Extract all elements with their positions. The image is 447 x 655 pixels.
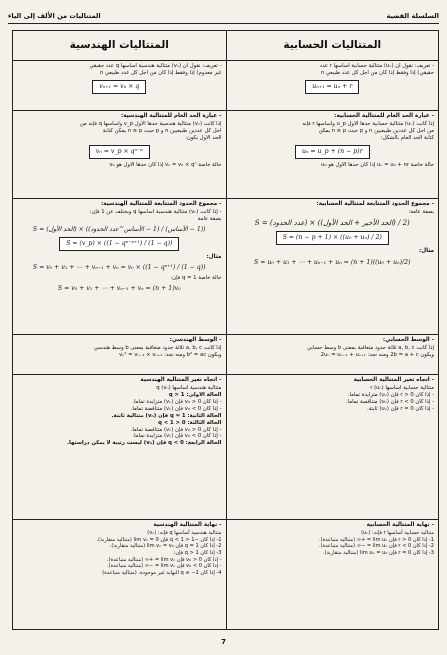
geom-general-line: الحد الأول يكون:: [185, 135, 222, 142]
chapter-title: المتتاليات من الألف إلى الياء: [8, 12, 101, 21]
geom-var-line: - إذا كان v₀ > 0 فإن (vₙ) متزايدة تماما.: [132, 399, 222, 406]
arith-def-line: حقيقي) إذا وفقط إذا كان من أجل كل عدد طبيعي n: [320, 69, 434, 76]
arith-mean-line: إذا كانت a, b, c ثلاثة حدود متعاقبة بمعنى b وسط حسابي: [306, 345, 434, 352]
geom-general-formula: vₙ = v_p × qⁿ⁻ᵖ: [89, 145, 150, 159]
arith-def-line: - تعريف: نقول أن (uₙ) متتالية حسابية أساسها r عدد: [319, 63, 434, 69]
geom-lim-line: متتالية هندسية أساسها q فإنه: (vₙ): [147, 530, 222, 537]
arith-sum: [227, 199, 439, 335]
arith-var-line: متتالية حسابية أساسها r (uₙ): [370, 385, 434, 392]
geom-var-line: - إذا كان v₀ < 0 فإن (vₙ) متناقصة تماما.: [130, 405, 222, 412]
arith-var-title: - اتجاه تغير المتتالية الحسابية: [353, 377, 434, 383]
arith-mean-title: - الوسط الحسابي:: [382, 337, 434, 343]
arith-mean-line: ويكون 2b = a + c ومنه نجد: 2uₙ = uₙ₋₁ + uₙ₊₁: [320, 352, 434, 359]
geom-var-case: الحالة الأولى: q > 1: [168, 392, 222, 399]
arith-example-title: مثال:: [419, 248, 434, 255]
arith-lim-title: - نهاية المتتالية الحسابية: [366, 522, 434, 528]
arith-lim-line: 1- إذا كان r > 0 فإن lim uₙ = +∞ (متتالية متباعدة).: [318, 536, 434, 543]
geom-lim-line: 4- إذا كان q ≤ −1 النهاية غير موجودة. (متتالية متباعدة): [102, 569, 222, 576]
geom-sum-formula-2: S = (v_p) × ((1 − qⁿ⁻ᵖ⁺¹) / (1 − q)): [59, 237, 179, 251]
geom-var-case: الحالة الثالثة: 0 < q < 1: [158, 419, 222, 426]
geometric-column: [13, 31, 226, 629]
geom-lim-line: - إذا كان v₀ > 0 فإن lim vₙ = +∞ (متتالية متباعدة).: [106, 556, 222, 563]
geom-variation: [13, 375, 226, 520]
arith-limit: [227, 520, 439, 629]
geom-general-line: أجل كل عددين طبيعيين n و p حيث n ≥ p يمكن كتابة: [102, 128, 222, 135]
geom-var-line: متتالية هندسية أساسها q (vₙ): [156, 385, 222, 392]
geom-lim-line: 1- إذا كان −1 < q < 1 فإن lim vₙ = 0 (متتالية متقاربة).: [96, 536, 222, 543]
page-header: [8, 10, 439, 24]
arith-def-formula: uₙ₊₁ = uₙ + r: [305, 80, 359, 94]
geom-lim-title: - نهاية المتتالية الهندسية: [153, 522, 222, 528]
arith-definition: [227, 61, 439, 111]
geom-sum-title: - مجموع الحدود المتتابعة للمتتالية الهندسية:: [100, 201, 222, 207]
arith-general-line: إذا كانت (uₙ) متتالية حسابية حدها الأول u_p وأساسها r فإنه: [302, 121, 434, 128]
geom-mean: [13, 335, 226, 375]
arith-general-formula: uₙ = u_p + (n − p)r: [295, 145, 370, 159]
geom-var-case: الحالة الثانية: q = 1 فإن (vₙ) متتالية ثابتة.: [111, 412, 222, 419]
geom-sum: [13, 199, 226, 335]
geom-mean-line: ويكون b² = ac ومنه نجد: vₙ² = vₙ₋₁ × vₙ₊₁: [119, 352, 222, 359]
geom-general-line: إذا كانت (vₙ) متتالية هندسية حدها الأول v_p وأساسها q فإنه من: [79, 121, 222, 128]
arith-sum-example: S = u₀ + u₁ + ⋯ + uₙ₋₁ + uₙ = (n + 1)((u₀ + uₙ)/2): [254, 258, 411, 266]
arith-sum-formula-2: S = (n − p + 1) × ((u₀ + uₙ) / 2): [276, 231, 389, 245]
geom-def-line: - تعريف: نقول أن (vₙ) متتالية هندسية أساسها q عدد حقيقي: [89, 63, 222, 69]
arith-lim-line: 3- إذا كان r = 0 فإن lim uₙ = u₀ (متتالية متقاربة).: [322, 550, 434, 557]
geom-definition: [13, 61, 226, 111]
arith-var-line: - إذا كان r > 0 فإن (uₙ) متزايدة تماما.: [347, 392, 434, 399]
geom-special-title: حالة خاصة q = 1 فإن:: [170, 275, 222, 282]
geom-sum-line: بصفة عامة: [197, 216, 222, 223]
geom-sum-formula-1: S = (الحد الأول) × ((1 − الأساس^عدد الحدود) / (1 − الأساس)): [32, 226, 206, 234]
arith-mean: [227, 335, 439, 375]
arithmetic-title: المتتاليات الحسابية: [227, 31, 439, 61]
geom-var-title: - اتجاه تغير المتتالية الهندسية: [140, 377, 222, 383]
arith-lim-line: متتالية حسابية أساسها r فإنه: (uₙ): [361, 530, 434, 537]
geom-special-case: حالة خاصة vₙ = v₀ × qⁿ إذا كان حدها الأول هو v₀: [109, 161, 222, 168]
geom-var-case: الحالة الرابعة: q < 0 فإن (vₙ) ليست رتيبة لا يمكن دراستها.: [67, 440, 222, 447]
comparison-table: [12, 30, 439, 630]
arith-general-title: - عبارة الحد العام للمتتالية الحسابية:: [334, 113, 434, 119]
arithmetic-column: [226, 31, 439, 629]
geom-def-line: غير معدوم) إذا وفقط إذا كان من أجل كل عدد طبيعي n: [99, 69, 222, 76]
geom-example-title: مثال:: [206, 254, 222, 261]
geometric-title: المتتاليات الهندسية: [13, 31, 226, 61]
geom-var-line: - إذا كان v₀ > 0 فإن (vₙ) متناقصة تماما.: [130, 426, 222, 433]
geom-mean-line: إذا كانت a, b, c ثلاثة حدود متعاقبة بمعنى b وسط هندسي: [93, 345, 222, 352]
geom-var-line: - إذا كان v₀ < 0 فإن (vₙ) متزايدة تماما.: [132, 433, 222, 440]
series-title: السلسلة الفضية: [386, 12, 439, 21]
geom-sum-special: S = v₀ + v₁ + ⋯ + vₙ₋₁ + vₙ = (n + 1)v₀: [57, 285, 181, 293]
arith-sum-sub: بصفة عامة:: [408, 209, 434, 216]
arith-variation: [227, 375, 439, 520]
geom-lim-line: 3- إذا كان q > 1 فإن:: [173, 550, 222, 557]
geom-lim-line: - إذا كان v₀ < 0 فإن lim vₙ = −∞ (متتالية متباعدة).: [106, 563, 222, 570]
arith-lim-line: 2- إذا كان r < 0 فإن lim uₙ = −∞ (متتالية متباعدة).: [318, 543, 434, 550]
arith-general-line: كتابة الحد العام بالشكل:: [380, 135, 434, 142]
arith-sum-title: - مجموع الحدود المتتابعة لمتتالية الحسابية:: [316, 201, 434, 207]
arith-sum-formula-1: S = (عدد الحدود) × ((الحد الأخير + الحد الأول) / 2): [254, 219, 410, 228]
arith-var-line: - إذا كان r < 0 فإن (uₙ) متناقصة تماما.: [346, 399, 434, 406]
arith-var-line: - إذا كان r = 0 فإن (uₙ) ثابتة.: [366, 405, 434, 412]
geom-sum-example: S = v₀ + v₁ + ⋯ + vₙ₋₁ + vₙ = v₀ × ((1 − qⁿ⁺¹) / (1 − q)): [32, 264, 206, 272]
geom-def-formula: vₙ₊₁ = vₙ × q: [92, 80, 146, 94]
arith-general-term: [227, 111, 439, 199]
geom-sum-line: - إذا كانت (vₙ) متتالية هندسية أساسها q ويختلف عن 1 فإن:: [89, 209, 222, 216]
geom-mean-title: - الوسط الهندسي:: [169, 337, 222, 343]
page-number: 7: [221, 637, 226, 646]
geom-general-term: [13, 111, 226, 199]
arith-general-line: من أجل كل عددين طبيعيين n و p حيث n ≥ p يمكن: [318, 128, 434, 135]
geom-lim-line: 2- إذا كان q = 1 فإن lim vₙ = v₀ (متتالية متقاربة).: [109, 543, 222, 550]
arith-special-case: حالة خاصة uₙ = u₀ + nr إذا كان حدها الأول هو u₀: [321, 161, 434, 168]
geom-general-title: - عبارة الحد العام للمتتالية الهندسية:: [120, 113, 222, 119]
geom-limit: [13, 520, 226, 629]
